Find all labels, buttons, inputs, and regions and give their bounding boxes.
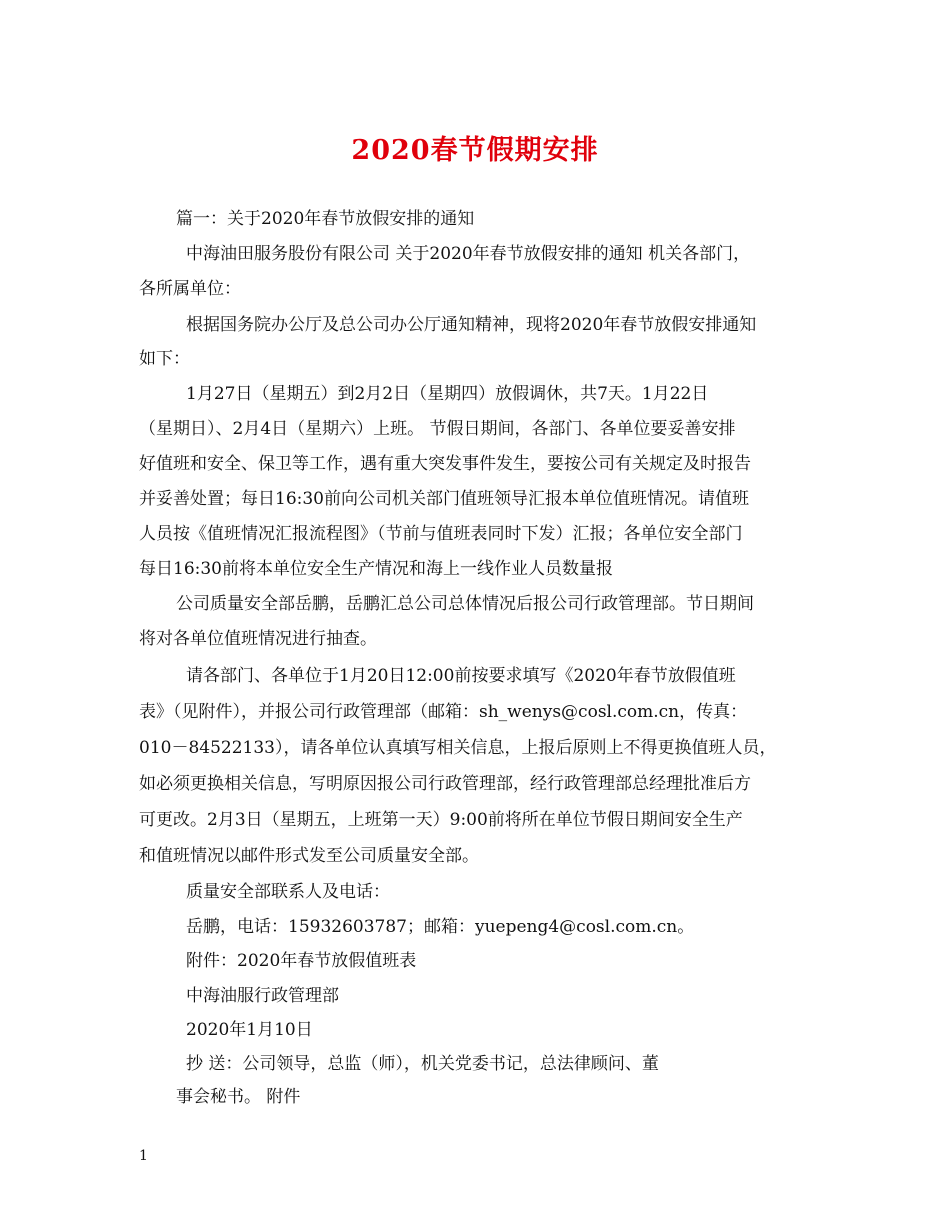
text-line: 如下： <box>139 349 190 369</box>
text-line: 人员按《值班情况汇报流程图》（节前与值班表同时下发）汇报；各单位安全部门 <box>139 524 743 544</box>
text-line: 和值班情况以邮件形式发至公司质量安全部。 <box>139 846 479 866</box>
text-line: 根据国务院办公厅及总公司办公厅通知精神，现将2020年春节放假安排通知 <box>186 315 757 335</box>
text-line: 各所属单位： <box>139 279 241 299</box>
text-line: 请各部门、各单位于1月20日12:00前按要求填写《2020年春节放假值班 <box>186 666 736 686</box>
text-line: 附件：2020年春节放假值班表 <box>186 951 417 971</box>
text-line: 并妥善处置；每日16:30前向公司机关部门值班领导汇报本单位值班情况。请值班 <box>139 489 749 509</box>
text-line: 2020年1月10日 <box>186 1020 313 1040</box>
text-line: （星期日）、2月4日（星期六）上班。 节假日期间，各部门、各单位要妥善安排 <box>139 419 736 439</box>
text-line: 公司质量安全部岳鹏，岳鹏汇总公司总体情况后报公司行政管理部。节日期间 <box>176 594 754 614</box>
text-line: 每日16:30前将本单位安全生产情况和海上一线作业人员数量报 <box>139 559 613 579</box>
text-line: 抄 送：公司领导，总监（师），机关党委书记，总法律顾问、董 <box>186 1054 659 1074</box>
text-line: 质量安全部联系人及电话： <box>186 882 390 902</box>
text-line: 将对各单位值班情况进行抽查。 <box>139 629 377 649</box>
text-line: 中海油服行政管理部 <box>186 986 339 1006</box>
text-line: 好值班和安全、保卫等工作，遇有重大突发事件发生，要按公司有关规定及时报告 <box>139 454 751 474</box>
text-line: 010－84522133），请各单位认真填写相关信息，上报后原则上不得更换值班人员， <box>139 738 777 758</box>
text-line: 表》（见附件），并报公司行政管理部（邮箱：sh_wenys@cosl.com.cn，传真： <box>139 702 748 722</box>
text-line: 中海油田服务股份有限公司 关于2020年春节放假安排的通知 机关各部门， <box>186 244 751 264</box>
text-line: 1月27日（星期五）到2月2日（星期四）放假调休，共7天。1月22日 <box>186 384 709 404</box>
text-line: 可更改。2月3日（星期五，上班第一天）9:00前将所在单位节假日期间安全生产 <box>139 810 743 830</box>
page-number: 1 <box>139 1148 148 1164</box>
text-line: 篇一：关于2020年春节放假安排的通知 <box>176 209 475 229</box>
document-title: 2020春节假期安排 <box>351 135 599 166</box>
text-line: 岳鹏，电话：15932603787；邮箱：yuepeng4@cosl.com.cn。 <box>186 917 695 937</box>
text-line: 如必须更换相关信息，写明原因报公司行政管理部，经行政管理部总经理批准后方 <box>139 774 751 794</box>
text-line: 事会秘书。 附件 <box>176 1087 301 1107</box>
